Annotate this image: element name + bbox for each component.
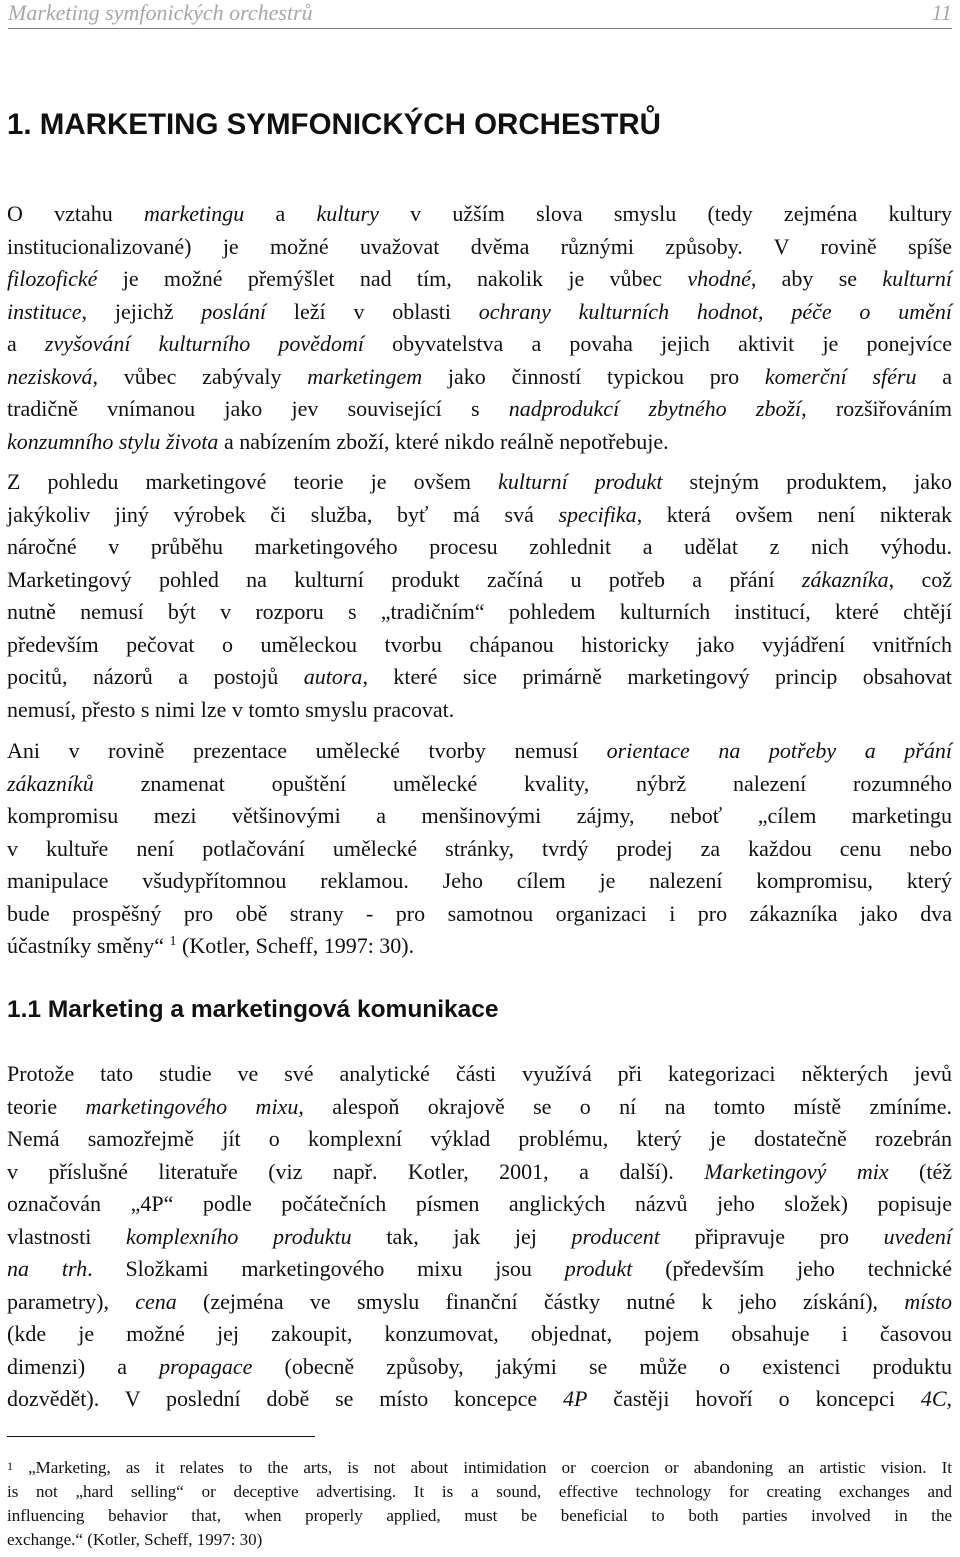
text-line: nezisková, vůbec zabývaly marketingem jako činností typickou pro komerční sféru a xyxy=(7,363,953,389)
text-line: zákazníků znamenat opuštění umělecké kvality, nýbrž nalezení rozumného xyxy=(7,770,952,796)
text-line: Ani v rovině prezentace umělecké tvorby nemusí orientace na potřeby a přání xyxy=(7,738,952,763)
paragraph-3 xyxy=(7,735,952,963)
text-line: na trh. Složkami marketingového mixu jsou produkt (především jeho technické xyxy=(7,1256,952,1281)
text-line: Nemá samozřejmě jít o komplexní výklad problému, který je dostatečně rozebrán xyxy=(7,1126,952,1151)
text-line: tradičně vnímanou jako jev související s nadprodukcí zbytného zboží, rozšiřováním xyxy=(7,396,952,421)
text-line: označován „4P“ podle počátečních písmen anglických názvů jeho složek) popisuje xyxy=(7,1191,952,1216)
text-line: (kde je možné jej zakoupit, konzumovat, objednat, pojem obsahuje i časovou xyxy=(7,1321,952,1346)
text-line: především pečovat o uměleckou tvorbu chápanou historicky jako vyjádření vnitřních xyxy=(7,631,952,657)
footnote-number: 1 xyxy=(7,1459,13,1473)
text-line: vlastnosti komplexního produktu tak, jak jej producent připravuje pro uvedení xyxy=(7,1223,953,1249)
section-title: 1.1 Marketing a marketingová komunikace xyxy=(7,996,499,1023)
footnote-separator xyxy=(7,1436,315,1437)
chapter-title: 1. MARKETING SYMFONICKÝCH ORCHESTRŮ xyxy=(7,108,661,141)
text-line: nemusí, přesto s nimi lze v tomto smyslu pracovat. xyxy=(7,696,455,722)
text-line: dimenzi) a propagace (obecně způsoby, jakými se může o existenci produktu xyxy=(7,1353,952,1379)
text-line: instituce, jejichž poslání leží v oblasti ochrany kulturních hodnot, péče o umění xyxy=(7,298,952,324)
text-line: náročné v průběhu marketingového procesu zohlednit a udělat z nich výhodu. xyxy=(7,534,952,559)
text-line: bude prospěšný pro obě strany - pro samotnou organizaci i pro zákazníka jako dva xyxy=(7,900,952,926)
text-line: a zvyšování kulturního povědomí obyvatelstva a povaha jejich aktivit je ponejvíce xyxy=(7,331,952,356)
text-line: parametry), cena (zejména ve smyslu finanční částky nutné k jeho získání), místo xyxy=(7,1288,952,1314)
text-line: kompromisu mezi většinovými a menšinovými zájmy, neboť „cílem marketingu xyxy=(7,803,952,828)
footnote xyxy=(7,1456,952,1552)
paragraph-4 xyxy=(7,1058,952,1416)
text-line: v příslušné literatuře (viz např. Kotler, 2001, a další). Marketingový mix (též xyxy=(7,1158,953,1184)
footnote-line: $^1$ „Marketing, as it relates to the arts, is not about intimidation or coercion or abandoning an artistic vision. It xyxy=(7,1458,952,1477)
footnote-line: influencing behavior that, when properly applied, must be beneficial to both parties involved in the xyxy=(7,1506,952,1525)
footnote-reference[interactable]: 1 xyxy=(169,934,177,949)
text-line: konzumního stylu života a nabízením zboží, které nikdo reálně nepotřebuje. xyxy=(7,428,669,454)
paragraph-2 xyxy=(7,466,952,726)
text-line: Protože tato studie ve své analytické části využívá při kategorizaci některých jevů xyxy=(7,1061,952,1086)
text-line: manipulace všudypřítomnou reklamou. Jeho cílem je nalezení kompromisu, který xyxy=(7,868,952,893)
running-header xyxy=(8,0,952,29)
text-line: účastníky směny“ $^1$ (Kotler, Scheff, 1997: 30). xyxy=(7,933,415,958)
text-line: nutně nemusí být v rozporu s „tradičním“ pohledem kulturních institucí, které chtějí xyxy=(7,599,952,624)
text-line: pocitů, názorů a postojů autora, které sice primárně marketingový princip obsahovat xyxy=(7,664,952,689)
text-line: jakýkoliv jiný výrobek či služba, byť má svá specifika, která ovšem není nikterak xyxy=(7,501,952,527)
text-line: dozvědět). V poslední době se místo koncepce 4P častěji hovoří o koncepci 4C, xyxy=(7,1386,952,1411)
footnote-line: exchange.“ (Kotler, Scheff, 1997: 30) xyxy=(7,1530,263,1549)
paragraph-1 xyxy=(7,198,952,458)
text-line: O vztahu marketingu a kultury v užším slova smyslu (tedy zejména kultury xyxy=(7,201,953,226)
footnote-line: is not „hard selling“ or deceptive advertising. It is a sound, effective technology for creating exchanges and xyxy=(7,1482,952,1501)
running-title: Marketing symfonických orchestrů xyxy=(8,0,313,25)
page-number: 11 xyxy=(931,0,952,25)
text-line: v kultuře není potlačování umělecké stránky, tvrdý prodej za každou cenu nebo xyxy=(7,835,952,861)
text-line: institucionalizované) je možné uvažovat dvěma různými způsoby. V rovině spíše xyxy=(7,233,952,259)
text-line: filozofické je možné přemýšlet nad tím, nakolik je vůbec vhodné, aby se kulturní xyxy=(7,266,952,291)
text-line: teorie marketingového mixu, alespoň okrajově se o ní na tomto místě zmíníme. xyxy=(7,1093,952,1119)
text-line: Marketingový pohled na kulturní produkt začíná u potřeb a přání zákazníka, což xyxy=(7,566,953,592)
text-line: Z pohledu marketingové teorie je ovšem kulturní produkt stejným produktem, jako xyxy=(7,469,952,494)
